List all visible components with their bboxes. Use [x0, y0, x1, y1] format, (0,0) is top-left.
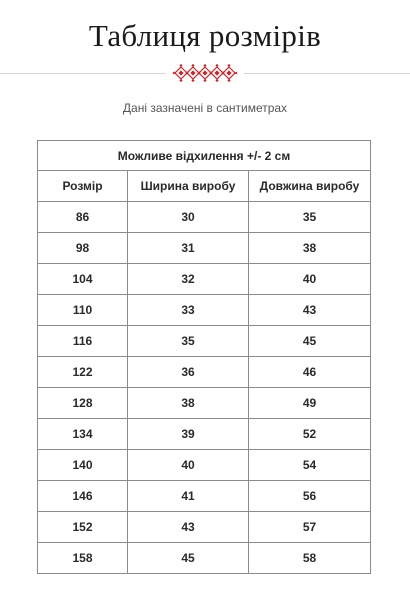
size-cell: 98 — [38, 233, 128, 264]
size-cell: 152 — [38, 512, 128, 543]
width-cell: 43 — [128, 512, 249, 543]
table-row — [38, 264, 371, 295]
table-row — [38, 233, 371, 264]
table-row — [38, 357, 371, 388]
width-cell: 32 — [128, 264, 249, 295]
size-cell: 122 — [38, 357, 128, 388]
width-cell: 39 — [128, 419, 249, 450]
size-cell: 104 — [38, 264, 128, 295]
size-cell: 116 — [38, 326, 128, 357]
table-row — [38, 450, 371, 481]
length-cell: 46 — [249, 357, 371, 388]
table-row — [38, 481, 371, 512]
size-cell: 86 — [38, 202, 128, 233]
length-cell: 57 — [249, 512, 371, 543]
table-header-row — [38, 171, 371, 202]
length-cell: 40 — [249, 264, 371, 295]
size-table — [37, 140, 371, 574]
width-cell: 40 — [128, 450, 249, 481]
width-cell: 45 — [128, 543, 249, 574]
table-row — [38, 326, 371, 357]
width-cell: 31 — [128, 233, 249, 264]
length-cell: 58 — [249, 543, 371, 574]
length-cell: 49 — [249, 388, 371, 419]
size-cell: 134 — [38, 419, 128, 450]
width-cell: 33 — [128, 295, 249, 326]
length-cell: 43 — [249, 295, 371, 326]
width-cell: 38 — [128, 388, 249, 419]
length-cell: 45 — [249, 326, 371, 357]
table-row — [38, 543, 371, 574]
table-row — [38, 512, 371, 543]
column-header-width: Ширина виробу — [128, 171, 249, 202]
size-cell: 146 — [38, 481, 128, 512]
column-header-length: Довжина виробу — [249, 171, 371, 202]
size-cell: 158 — [38, 543, 128, 574]
length-cell: 35 — [249, 202, 371, 233]
tolerance-note: Можливе відхилення +/- 2 см — [38, 141, 371, 171]
width-cell: 30 — [128, 202, 249, 233]
embroidery-ornament-icon — [172, 62, 238, 84]
table-row — [38, 419, 371, 450]
width-cell: 41 — [128, 481, 249, 512]
subtitle: Дані зазначені в сантиметрах — [122, 101, 288, 115]
size-cell: 128 — [38, 388, 128, 419]
column-header-size: Розмір — [38, 171, 128, 202]
width-cell: 36 — [128, 357, 249, 388]
table-note-row — [38, 141, 371, 171]
length-cell: 54 — [249, 450, 371, 481]
length-cell: 52 — [249, 419, 371, 450]
divider-line-right — [244, 73, 410, 74]
divider-line-left — [0, 73, 166, 74]
table-row — [38, 295, 371, 326]
page-title: Таблиця розмірів — [88, 18, 322, 53]
table-row — [38, 202, 371, 233]
length-cell: 38 — [249, 233, 371, 264]
size-cell: 140 — [38, 450, 128, 481]
length-cell: 56 — [249, 481, 371, 512]
size-cell: 110 — [38, 295, 128, 326]
width-cell: 35 — [128, 326, 249, 357]
table-row — [38, 388, 371, 419]
